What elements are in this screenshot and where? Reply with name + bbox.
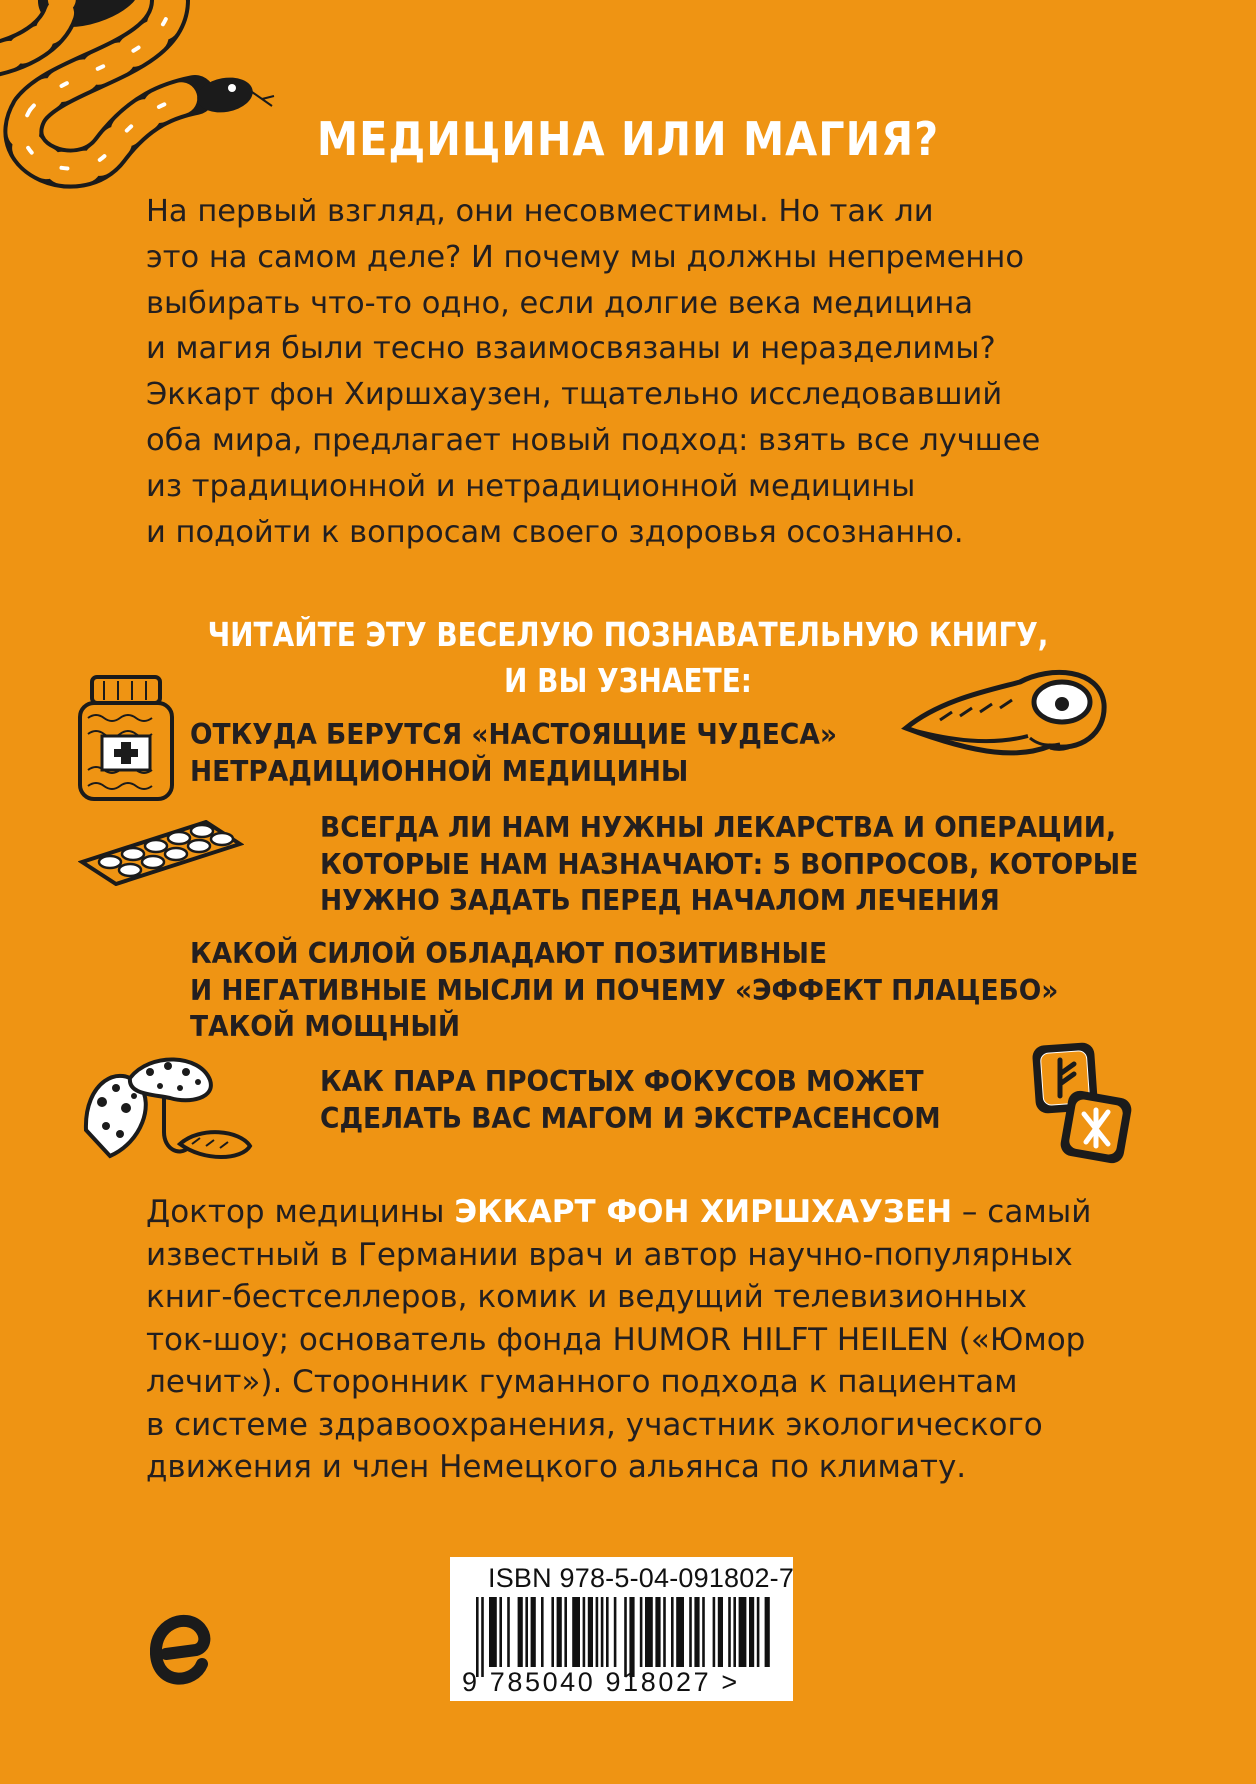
bio-line: лечит»). Сторонник гуманного подхода к пациентам: [146, 1364, 1018, 1400]
list-item-line: ТАКОЙ МОЩНЫЙ: [190, 1010, 461, 1043]
bio-text: – самый: [952, 1194, 1092, 1230]
bio-line: движения и член Немецкого альянса по климату.: [146, 1449, 967, 1485]
publisher-logo-icon: [150, 1600, 214, 1690]
list-item-line: КАК ПАРА ПРОСТЫХ ФОКУСОВ МОЖЕТ: [320, 1065, 924, 1098]
intro-line: из традиционной и нетрадиционной медицины: [146, 468, 916, 504]
rune-stones-icon: [1030, 1040, 1136, 1168]
list-item-line: КОТОРЫЕ НАМ НАЗНАЧАЮТ: 5 ВОПРОСОВ, КОТОРЫЕ: [320, 847, 1139, 881]
author-name: ЭККАРТ ФОН ХИРШХАУЗЕН: [454, 1194, 953, 1230]
section-heading-line: И ВЫ УЗНАЕТЕ:: [504, 662, 752, 700]
list-item: [320, 1064, 941, 1137]
intro-line: Эккарт фон Хиршхаузен, тщательно исследовавший: [146, 377, 1003, 413]
pill-blister-icon: [78, 820, 244, 886]
list-item-line: КАКОЙ СИЛОЙ ОБЛАДАЮТ ПОЗИТИВНЫЕ: [190, 937, 828, 970]
intro-line: и подойти к вопросам своего здоровья осознанно.: [146, 514, 964, 550]
list-item: [190, 936, 1058, 1046]
list-item: [320, 810, 1138, 920]
barcode: [450, 1557, 793, 1701]
list-item-line: И НЕГАТИВНЫЕ МЫСЛИ И ПОЧЕМУ «ЭФФЕКТ ПЛАЦЕБО»: [190, 973, 1059, 1007]
bio-line: книг-бестселлеров, комик и ведущий телевизионных: [146, 1279, 1028, 1315]
mushrooms-icon: [80, 1052, 256, 1170]
isbn-number: ISBN 978-5-04-091802-7: [488, 1563, 795, 1593]
list-item-line: СДЕЛАТЬ ВАС МАГОМ И ЭКСТРАСЕНСОМ: [320, 1101, 941, 1135]
bird-skull-icon: [900, 660, 1110, 770]
bio-line: [146, 1191, 1146, 1234]
intro-line: и магия были тесно взаимосвязаны и неразделимы?: [146, 331, 996, 367]
intro-line: оба мира, предлагает новый подход: взять все лучшее: [146, 422, 1041, 458]
bio-line: в системе здравоохранения, участник экологического: [146, 1406, 1043, 1443]
ean-digits: 9 785040 918027 >: [462, 1667, 740, 1697]
intro-line: это на самом деле? И почему мы должны непременно: [146, 239, 1024, 275]
list-item-line: ОТКУДА БЕРУТСЯ «НАСТОЯЩИЕ ЧУДЕСА»: [190, 718, 838, 751]
pill-bottle-icon: [74, 674, 178, 802]
bio-text: Доктор медицины: [146, 1194, 455, 1230]
intro-line: На первый взгляд, они несовместимы. Но так ли: [146, 194, 934, 229]
list-item-line: НУЖНО ЗАДАТЬ ПЕРЕД НАЧАЛОМ ЛЕЧЕНИЯ: [320, 884, 1000, 917]
author-bio: [146, 1191, 1146, 1489]
section-heading-line: ЧИТАЙТЕ ЭТУ ВЕСЕЛУЮ ПОЗНАВАТЕЛЬНУЮ КНИГУ,: [207, 616, 1049, 654]
bio-line: известный в Германии врач и автор научно-популярных: [146, 1236, 1073, 1273]
bio-line: ток-шоу; основатель фонда HUMOR HILFT HEILEN («Юмор: [146, 1321, 1086, 1358]
list-item-line: НЕТРАДИЦИОННОЙ МЕДИЦИНЫ: [190, 754, 689, 788]
intro-paragraph: [146, 189, 1106, 555]
intro-line: выбирать что-то одно, если долгие века медицина: [146, 285, 974, 321]
list-item-line: ВСЕГДА ЛИ НАМ НУЖНЫ ЛЕКАРСТВА И ОПЕРАЦИИ,: [320, 811, 1117, 844]
list-item: [190, 717, 837, 790]
page-title: МЕДИЦИНА ИЛИ МАГИЯ?: [316, 112, 940, 166]
